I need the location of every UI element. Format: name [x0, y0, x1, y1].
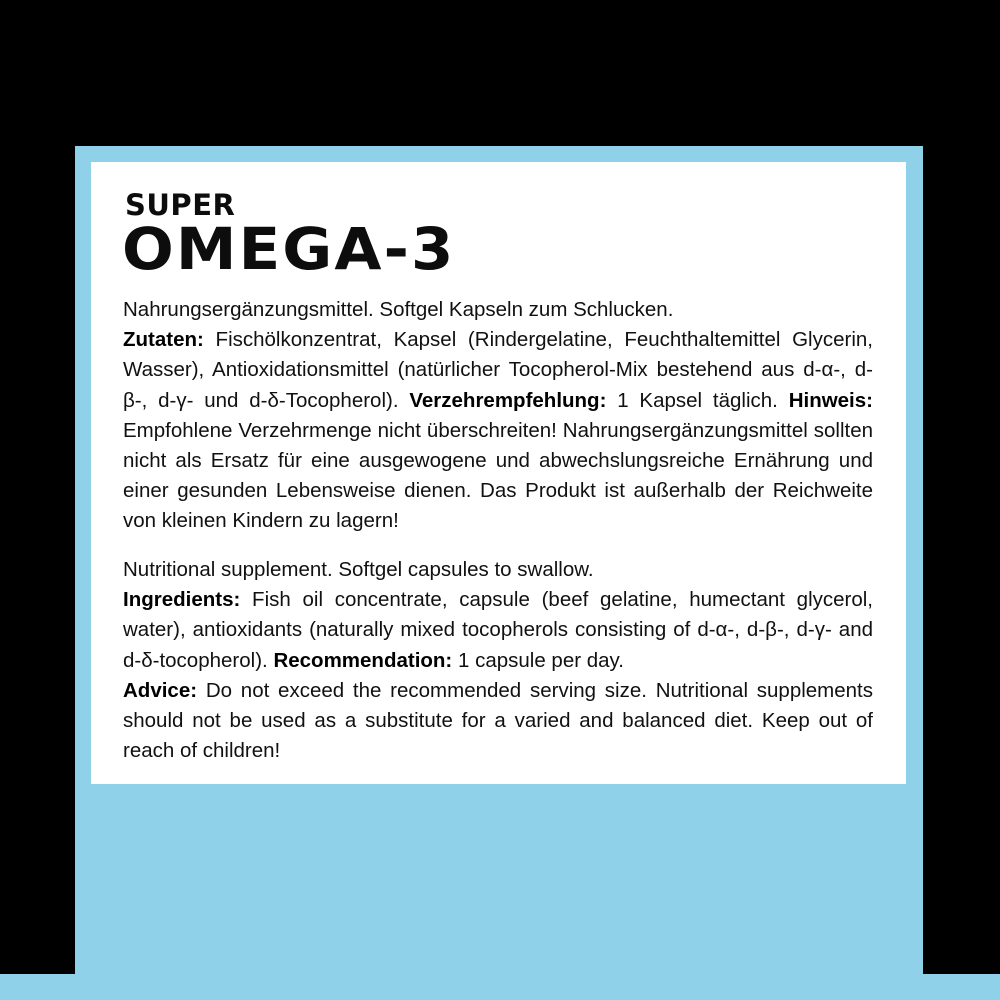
blue-background-floor — [0, 974, 1000, 1000]
product-title-super: SUPER — [125, 188, 236, 222]
english-recommendation-text: 1 capsule per day. — [457, 648, 624, 672]
english-advice-text: Do not exceed the recommended serving size. Nutritional supplements should not be used as a substitute for a varied and balanced diet. Keep out of reach of children! — [123, 678, 873, 763]
english-intro: Nutritional supplement. Softgel capsules to swallow. — [123, 558, 594, 581]
product-title-main: OMEGA-3 — [122, 215, 456, 283]
german-notice-label: Hinweis: — [788, 388, 873, 412]
german-recommendation-text: 1 Kapsel täglich. — [617, 388, 778, 412]
english-ingredients-label: Ingredients: — [123, 588, 241, 612]
german-label-text — [123, 295, 873, 537]
german-recommendation-label: Verzehrempfehlung: — [409, 388, 607, 412]
english-recommendation-label: Recommendation: — [273, 648, 453, 672]
german-notice-text: Empfohlene Verzehrmenge nicht überschreiten! Nahrungsergänzungsmittel sollten nicht als Ersatz für eine ausgewogene und abwechslungsreiche Ernährung und einer gesunden Lebensweise dienen. Das Produkt ist außerhalb der Reichweite von kleinen Kindern zu lagern! — [123, 418, 873, 533]
english-ingredients-text: Fish oil concentrate, capsule (beef gelatine, humectant glycerol, water), antioxidants (naturally mixed tocopherols consisting of d-α-, d-β-, d-γ- and d-δ-tocopherol). — [123, 588, 874, 672]
english-advice-label: Advice: — [123, 678, 198, 702]
product-label-card — [91, 162, 906, 784]
german-ingredients-text: Fischölkonzentrat, Kapsel (Rindergelatine, Feuchthaltemittel Glycerin, Wasser), Antioxidationsmittel (natürlicher Tocopherol-Mix bestehend aus d-α-, d-β-, d-γ- und d-δ-Tocopherol). — [123, 328, 873, 412]
german-ingredients-label: Zutaten: — [123, 328, 204, 352]
german-intro: Nahrungsergänzungsmittel. Softgel Kapseln zum Schlucken. — [123, 298, 674, 321]
english-label-text — [123, 555, 873, 766]
